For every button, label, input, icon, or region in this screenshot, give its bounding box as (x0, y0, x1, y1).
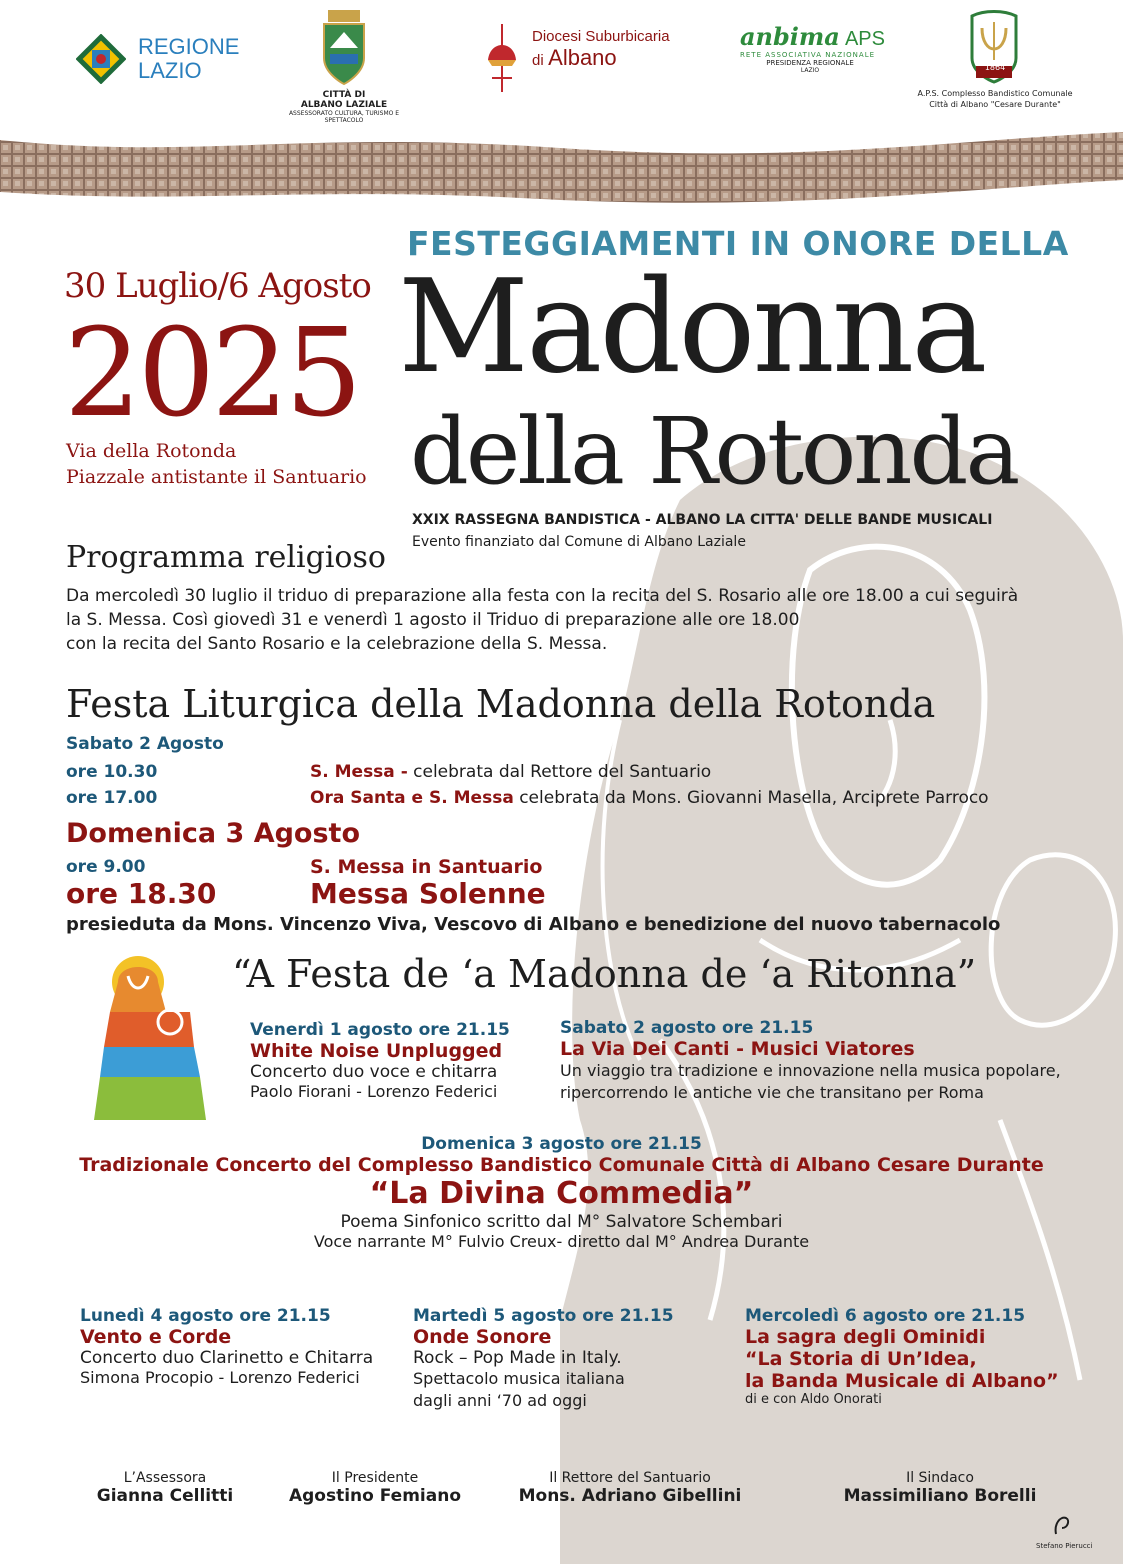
row2-time: ore 17.00 (66, 788, 158, 808)
regione-lazio-logo: REGIONE LAZIO (138, 34, 240, 83)
hero-title-line2: della Rotonda (410, 398, 1018, 505)
row1-time: ore 10.30 (66, 762, 158, 782)
hero-kicker: FESTEGGIAMENTI IN ONORE DELLA (407, 224, 1069, 263)
signature-assessora: L’Assessora Gianna Cellitti (96, 1470, 234, 1506)
liturgica-heading: Festa Liturgica della Madonna della Rotonda (66, 682, 936, 726)
diocesi-umbraculum-icon (486, 22, 518, 94)
madonna-colorful-icon (90, 952, 208, 1122)
hero-title-line1: Madonna (398, 253, 985, 402)
signature-presidente: Il Presidente Agostino Femiano (288, 1470, 462, 1506)
event-domenica: Domenica 3 agosto ore 21.15 Tradizionale Concerto del Complesso Bandistico Comunale Città di Albano Cesare Durante “La Divina Commedia” Poema Sinfonico scritto dal M° Salvatore Schembari Voce narrante M° Fulvio Creux- diretto dal M° Andrea Durante (79, 1134, 1044, 1251)
row2: Ora Santa e S. Messa celebrata da Mons. Giovanni Masella, Arciprete Parroco (310, 788, 989, 808)
event-lunedi: Lunedì 4 agosto ore 21.15 Vento e Corde Concerto duo Clarinetto e Chitarra Simona Procopio - Lorenzo Federici (80, 1306, 374, 1387)
event-venerdi: Venerdì 1 agosto ore 21.15 White Noise Unplugged Concerto duo voce e chitarra Paolo Fiorani - Lorenzo Federici (250, 1020, 510, 1101)
row3-time: ore 9.00 (66, 857, 146, 877)
designer-signature-icon (1052, 1514, 1072, 1538)
event-sabato: Sabato 2 agosto ore 21.15 La Via Dei Canti - Musici Viatores Un viaggio tra tradizione e innovazione nella musica popolare, ripercorrendo le antiche vie che transitano per Roma (560, 1018, 1061, 1102)
signature-rettore: Il Rettore del Santuario Mons. Adriano Gibellini (518, 1470, 742, 1506)
row4-title: Messa Solenne (310, 877, 546, 910)
liturgica-sabato: Sabato 2 Agosto (66, 734, 224, 754)
row3-title: S. Messa in Santuario (310, 856, 543, 878)
signature-sindaco: Il Sindaco Massimiliano Borelli (843, 1470, 1037, 1506)
event-mercoledi: Mercoledì 6 agosto ore 21.15 La sagra degli Ominidi “La Storia di Un’Idea, la Banda Musicale di Albano” di e con Aldo Onorati (745, 1306, 1059, 1407)
liturgica-domenica: Domenica 3 Agosto (66, 818, 360, 849)
finanziato-line: Evento finanziato dal Comune di Albano Laziale (412, 534, 746, 550)
albano-coat-of-arms-icon (318, 8, 370, 88)
presieduta-line: presieduta da Mons. Vincenzo Viva, Vescovo di Albano e benedizione del nuovo tabernacolo (66, 914, 1001, 935)
regione-lazio-emblem (76, 34, 126, 84)
programma-heading: Programma religioso (66, 540, 386, 575)
complesso-bandistico-logo: A.P.S. Complesso Bandistico Comunale Città di Albano "Cesare Durante" (917, 89, 1073, 109)
programma-text: Da mercoledì 30 luglio il triduo di preparazione alla festa con la recita del S. Rosario alle ore 18.00 a cui seguirà la S. Messa. Così giovedì 31 e venerdì 1 agosto il Triduo di preparazione alle ore 18.00 con la recita del Santo Rosario e la celebrazione della S. Messa. (66, 586, 1019, 654)
designer-credit: Stefano Pierucci (1036, 1542, 1093, 1550)
hero-date-range: 30 Luglio/6 Agosto (64, 266, 371, 306)
event-martedi: Martedì 5 agosto ore 21.15 Onde Sonore Rock – Pop Made in Italy. Spettacolo musica italiana dagli anni ‘70 ad oggi (413, 1306, 674, 1410)
row4-time: ore 18.30 (66, 877, 217, 910)
mosaic-band-decoration (0, 130, 1123, 220)
festa-heading: “A Festa de ‘a Madonna de ‘a Ritonna” (232, 952, 977, 996)
row1: S. Messa - celebrata dal Rettore del Santuario (310, 762, 712, 782)
rassegna-line: XXIX RASSEGNA BANDISTICA - ALBANO LA CITTA' DELLE BANDE MUSICALI (412, 512, 993, 528)
diocesi-albano-logo: Diocesi Suburbicaria di Albano (532, 28, 670, 70)
anbima-logo: anbima APS RETE ASSOCIATIVA NAZIONALE PRESIDENZA REGIONALE LAZIO (740, 22, 885, 74)
complesso-year: 1864 (984, 63, 1006, 72)
hero-year: 2025 (64, 302, 359, 444)
complesso-bandistico-emblem-icon (964, 8, 1024, 86)
albano-city-logo: CITTÀ DI ALBANO LAZIALE ASSESSORATO CULTURA, TURISMO E SPETTACOLO (288, 90, 400, 124)
hero-location: Via della Rotonda Piazzale antistante il Santuario (66, 440, 367, 488)
